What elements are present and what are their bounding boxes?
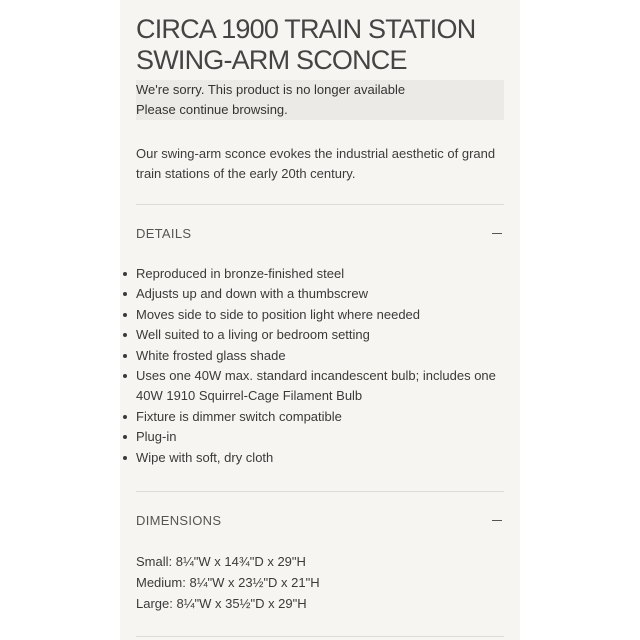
details-list-item: White frosted glass shade [136, 346, 504, 366]
details-list-item: Plug-in [136, 427, 504, 447]
details-list-item: Reproduced in bronze-finished steel [136, 264, 504, 284]
product-title-line-2: SWING-ARM SCONCE [136, 45, 407, 75]
dimension-item: Small: 8¼"W x 14¾"D x 29"H [136, 554, 306, 569]
details-list-item: Adjusts up and down with a thumbscrew [136, 284, 504, 304]
details-list-item: Uses one 40W max. standard incandescent bulb; includes one 40W 1910 Squirrel-Cage Filament Bulb [136, 366, 504, 407]
unavailable-notice [136, 80, 504, 120]
divider [136, 491, 504, 492]
product-title [136, 14, 475, 76]
dimension-item: Large: 8¼"W x 35½"D x 29"H [136, 596, 307, 611]
product-title-line-1: CIRCA 1900 TRAIN STATION [136, 14, 476, 44]
details-label: DETAILS [136, 226, 192, 241]
minus-icon[interactable] [492, 233, 502, 234]
dimension-item: Medium: 8¼"W x 23½"D x 21"H [136, 575, 320, 590]
dimensions-toggle[interactable] [136, 509, 504, 533]
dimensions-label: DIMENSIONS [136, 513, 222, 528]
divider [136, 204, 504, 205]
details-list-item: Well suited to a living or bedroom setting [136, 325, 504, 345]
minus-icon[interactable] [492, 520, 502, 521]
dimensions-list [136, 551, 504, 614]
product-description: Our swing-arm sconce evokes the industrial aesthetic of grand train stations of the early 20th century. [136, 146, 496, 181]
details-list-item: Wipe with soft, dry cloth [136, 448, 504, 468]
details-toggle[interactable] [136, 222, 504, 246]
details-list-item: Moves side to side to position light where needed [136, 305, 504, 325]
details-list-item: Fixture is dimmer switch compatible [136, 407, 504, 427]
product-panel [120, 0, 520, 640]
details-list [136, 264, 504, 468]
divider [136, 636, 504, 637]
unavailable-message: We're sorry. This product is no longer available [136, 82, 406, 97]
continue-browsing-message: Please continue browsing. [136, 102, 288, 117]
